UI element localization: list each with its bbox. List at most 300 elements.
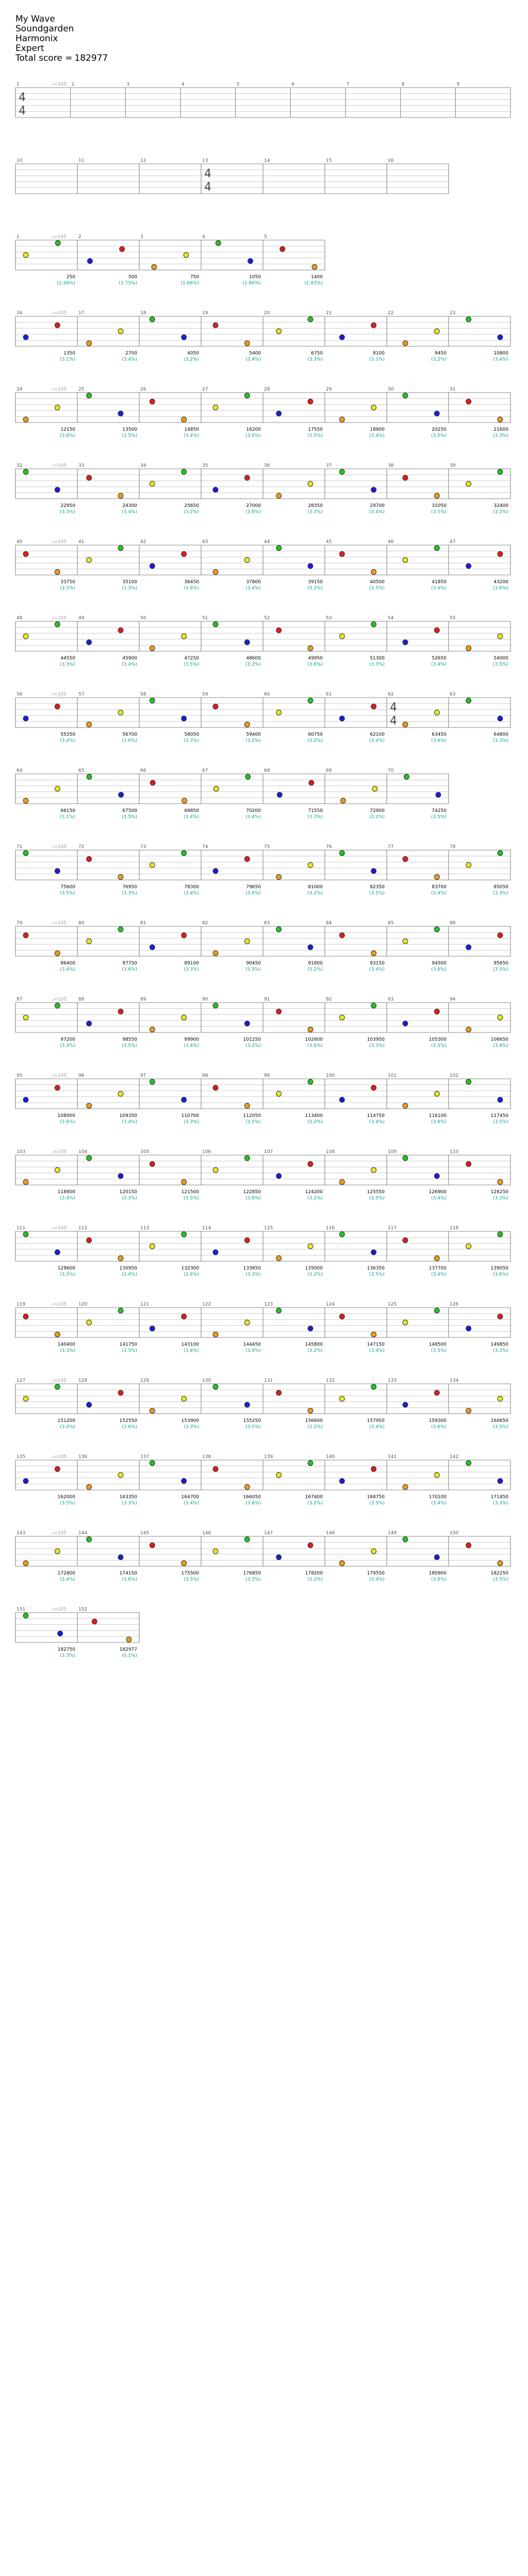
measure-score: 168750 bbox=[367, 1495, 385, 1500]
bpm-label: ♩=105 bbox=[52, 692, 67, 697]
note-gem bbox=[213, 1003, 218, 1008]
measure-score-percent: (3.5%) bbox=[122, 1348, 137, 1353]
measure-score: 47250 bbox=[184, 656, 199, 661]
measure-score: 75600 bbox=[60, 885, 75, 890]
bpm-label: ♩=105 bbox=[52, 921, 67, 926]
measure-score-percent: (3.2%) bbox=[307, 1120, 323, 1125]
measure-score-percent: (3.5%) bbox=[493, 1425, 508, 1430]
note-gem bbox=[498, 1479, 503, 1484]
measure-score-percent: (3.5%) bbox=[122, 1043, 137, 1048]
measure-number: 126 bbox=[450, 1302, 459, 1307]
measure-number: 77 bbox=[388, 844, 394, 850]
measure-number: 46 bbox=[388, 539, 394, 545]
measure-score: 147150 bbox=[367, 1342, 385, 1347]
note-gem bbox=[498, 851, 503, 856]
note-gem bbox=[371, 1384, 376, 1389]
measure-score-percent: (3.2%) bbox=[307, 1196, 323, 1201]
measure-number: 21 bbox=[326, 311, 332, 316]
measure-score-percent: (3.5%) bbox=[493, 1120, 508, 1125]
measure-score-percent: (3.5%) bbox=[184, 1577, 199, 1582]
note-gem bbox=[119, 792, 124, 798]
bpm-label: ♩=105 bbox=[52, 616, 67, 621]
time-signature-top: 4 bbox=[390, 701, 397, 714]
measure-score-percent: (3.4%) bbox=[122, 1272, 137, 1277]
note-gem bbox=[184, 252, 189, 258]
note-gem bbox=[118, 1091, 123, 1096]
note-gem bbox=[371, 1085, 376, 1090]
measure-score-percent: (3.3%) bbox=[493, 1348, 508, 1353]
measure-score-percent: (1.66%) bbox=[180, 281, 199, 286]
measure-score: 82350 bbox=[370, 885, 385, 890]
measure-score-percent: (3.3%) bbox=[369, 662, 385, 667]
measure-number: 121 bbox=[140, 1302, 150, 1307]
measure-score-percent: (3.1%) bbox=[60, 815, 75, 820]
measure-number: 34 bbox=[140, 463, 146, 468]
measure-number: 55 bbox=[450, 616, 456, 621]
measure-score: 48600 bbox=[246, 656, 261, 661]
measure-score-percent: (3.3%) bbox=[184, 738, 199, 743]
difficulty-name: Expert bbox=[15, 43, 44, 54]
measure-score-percent: (3.4%) bbox=[369, 433, 385, 438]
note-gem bbox=[371, 951, 376, 956]
measure-score-percent: (3.5%) bbox=[60, 1501, 75, 1506]
measure-number: 11 bbox=[78, 158, 85, 163]
measure-score: 68850 bbox=[184, 808, 199, 814]
measure-score: 132300 bbox=[181, 1266, 199, 1271]
measure-score-percent: (3.2%) bbox=[307, 586, 323, 591]
note-gem bbox=[312, 264, 317, 269]
measure-number: 143 bbox=[16, 1531, 26, 1536]
note-gem bbox=[87, 393, 92, 398]
measure-score: 124200 bbox=[305, 1190, 323, 1195]
measure-score: 153900 bbox=[181, 1418, 199, 1423]
measure-score: 83700 bbox=[432, 885, 447, 890]
note-gem bbox=[466, 564, 471, 569]
measure-number: 37 bbox=[326, 463, 332, 468]
measure-number: 8 bbox=[401, 82, 405, 87]
measure-score: 62100 bbox=[370, 732, 385, 737]
note-gem bbox=[213, 1466, 218, 1471]
measure-number: 105 bbox=[140, 1149, 150, 1155]
measure-score-percent: (3.6%) bbox=[245, 1196, 261, 1201]
measure-number: 128 bbox=[78, 1378, 88, 1383]
note-gem bbox=[182, 716, 187, 721]
measure-score-percent: (3.6%) bbox=[431, 967, 447, 972]
measure-number: 149 bbox=[388, 1531, 397, 1536]
note-gem bbox=[182, 851, 187, 856]
measure-score-percent: (3.6%) bbox=[245, 891, 261, 896]
note-gem bbox=[466, 698, 471, 703]
note-gem bbox=[23, 469, 28, 474]
measure-score-percent: (3.6%) bbox=[307, 1043, 323, 1048]
note-gem bbox=[87, 259, 92, 264]
measure-number: 3 bbox=[140, 234, 143, 240]
measure-number: 57 bbox=[78, 692, 85, 697]
measure-number: 58 bbox=[140, 692, 146, 697]
measure-score: 41850 bbox=[432, 580, 447, 585]
measure-score-percent: (3.3%) bbox=[493, 738, 508, 743]
measure-number: 82 bbox=[202, 921, 208, 926]
measure-score-percent: (3.4%) bbox=[431, 891, 447, 896]
measure-number: 111 bbox=[16, 1226, 26, 1231]
measure-number: 54 bbox=[388, 616, 394, 621]
note-gem bbox=[371, 569, 376, 574]
measure-number: 85 bbox=[388, 921, 394, 926]
measure-score: 126900 bbox=[428, 1190, 447, 1195]
note-gem bbox=[55, 1332, 60, 1337]
bpm-label: ♩=105 bbox=[52, 1378, 67, 1383]
note-gem bbox=[150, 399, 155, 404]
note-gem bbox=[244, 557, 250, 563]
measure-score: 85050 bbox=[493, 885, 508, 890]
measure-score: 172800 bbox=[57, 1571, 75, 1576]
measure-number: 139 bbox=[264, 1454, 273, 1460]
measure-score: 81000 bbox=[308, 885, 323, 890]
note-gem bbox=[339, 933, 344, 938]
measure-number: 133 bbox=[388, 1378, 397, 1383]
measure-score-percent: (3.4%) bbox=[369, 967, 385, 972]
measure-number: 109 bbox=[388, 1149, 397, 1155]
measure-score: 63450 bbox=[432, 732, 447, 737]
note-gem bbox=[248, 259, 253, 264]
note-gem bbox=[182, 1232, 187, 1237]
measure-number: 9 bbox=[456, 82, 460, 87]
measure-score-percent: (3.3%) bbox=[184, 1425, 199, 1430]
measure-score: 28350 bbox=[308, 503, 323, 509]
bpm-label: ♩=105 bbox=[52, 1073, 67, 1078]
note-gem bbox=[87, 774, 92, 779]
note-gem bbox=[23, 1561, 28, 1566]
note-gem bbox=[213, 569, 218, 574]
note-gem bbox=[118, 874, 123, 879]
measure-score: 121500 bbox=[181, 1190, 199, 1195]
note-gem bbox=[403, 1238, 408, 1243]
measure-number: 31 bbox=[450, 387, 456, 392]
measure-score-percent: (3.3%) bbox=[245, 1272, 261, 1277]
measure-number: 119 bbox=[16, 1302, 26, 1307]
note-gem bbox=[403, 1484, 408, 1489]
note-gem bbox=[87, 557, 92, 563]
note-gem bbox=[55, 1549, 60, 1554]
note-gem bbox=[308, 1244, 313, 1249]
measure-number: 95 bbox=[16, 1073, 23, 1078]
note-gem bbox=[371, 405, 376, 410]
note-gem bbox=[403, 475, 408, 480]
time-signature-bottom: 4 bbox=[19, 105, 26, 117]
note-gem bbox=[276, 493, 282, 498]
note-gem bbox=[87, 1484, 92, 1489]
note-gem bbox=[118, 1256, 123, 1261]
measure-score-percent: (3.5%) bbox=[369, 891, 385, 896]
bpm-label: ♩=105 bbox=[52, 387, 67, 392]
measure-score: 120150 bbox=[119, 1190, 137, 1195]
measure-number: 84 bbox=[326, 921, 332, 926]
measure-number: 74 bbox=[202, 844, 208, 850]
note-gem bbox=[23, 1179, 28, 1184]
bpm-label: ♩=105 bbox=[52, 82, 67, 87]
note-gem bbox=[339, 1561, 344, 1566]
measure-score-percent: (3.1%) bbox=[369, 357, 385, 362]
measure-score-percent: (3.3%) bbox=[493, 1501, 508, 1506]
measure-score-percent: (3.5%) bbox=[60, 1272, 75, 1277]
measure-score-percent: (3.4%) bbox=[369, 510, 385, 515]
note-gem bbox=[308, 1326, 313, 1331]
measure-score: 112050 bbox=[243, 1113, 261, 1118]
measure-number: 100 bbox=[326, 1073, 335, 1078]
staff bbox=[15, 774, 449, 804]
note-gem bbox=[23, 1015, 28, 1020]
measure-number: 45 bbox=[326, 539, 332, 545]
measure-score-percent: (3.6%) bbox=[245, 1501, 261, 1506]
measure-score-percent: (3.3%) bbox=[307, 510, 323, 515]
measure-score: 8100 bbox=[373, 351, 385, 356]
measure-score-percent: (3.5%) bbox=[307, 433, 323, 438]
note-gem bbox=[339, 851, 344, 856]
measure-score: 22950 bbox=[60, 503, 75, 509]
note-gem bbox=[466, 1543, 471, 1548]
measure-score: 164700 bbox=[181, 1495, 199, 1500]
measure-score-percent: (3.4%) bbox=[184, 815, 199, 820]
note-gem bbox=[403, 1021, 408, 1026]
note-gem bbox=[244, 939, 250, 944]
note-gem bbox=[216, 241, 221, 246]
note-gem bbox=[498, 417, 503, 422]
note-gem bbox=[244, 1320, 250, 1325]
measure-score: 4050 bbox=[187, 351, 199, 356]
note-gem bbox=[276, 329, 282, 334]
measure-score: 174150 bbox=[119, 1571, 137, 1576]
measure-score-percent: (1.86%) bbox=[242, 281, 261, 286]
measure-score-percent: (3.3%) bbox=[60, 662, 75, 667]
bpm-label: ♩=105 bbox=[52, 463, 67, 468]
measure-number: 103 bbox=[16, 1149, 26, 1155]
measure-score: 166050 bbox=[243, 1495, 261, 1500]
note-gem bbox=[118, 927, 123, 932]
note-gem bbox=[339, 551, 344, 556]
measure-score-percent: (3.6%) bbox=[184, 1272, 199, 1277]
note-gem bbox=[58, 1631, 63, 1636]
measure-score: 79650 bbox=[246, 885, 261, 890]
note-gem bbox=[118, 546, 123, 551]
measure-score: 171450 bbox=[490, 1495, 508, 1500]
note-gem bbox=[118, 411, 123, 416]
measure-score-percent: (3.5%) bbox=[493, 967, 508, 972]
note-gem bbox=[244, 1021, 250, 1026]
measure-score: 108000 bbox=[57, 1113, 75, 1118]
note-gem bbox=[244, 1156, 250, 1161]
note-gem bbox=[87, 1238, 92, 1243]
note-gem bbox=[466, 1079, 471, 1084]
song-artist: Soundgarden bbox=[15, 24, 74, 34]
measure-number: 151 bbox=[16, 1607, 26, 1612]
measure-number: 88 bbox=[78, 997, 85, 1002]
measure-score-percent: (3.3%) bbox=[493, 1196, 508, 1201]
measure-score-percent: (3.2%) bbox=[307, 1577, 323, 1582]
measure-score-percent: (3.3%) bbox=[60, 1043, 75, 1048]
note-gem bbox=[244, 341, 250, 346]
measure-number: 26 bbox=[140, 387, 146, 392]
note-gem bbox=[498, 1314, 503, 1319]
note-gem bbox=[213, 1085, 218, 1090]
note-gem bbox=[55, 869, 60, 874]
note-gem bbox=[339, 1314, 344, 1319]
measure-number: 137 bbox=[140, 1454, 150, 1460]
measure-number: 79 bbox=[16, 921, 23, 926]
note-gem bbox=[309, 780, 314, 785]
time-signature-bottom: 4 bbox=[390, 715, 397, 727]
measure-score: 1050 bbox=[249, 275, 261, 280]
measure-number: 50 bbox=[140, 616, 146, 621]
measure-number: 59 bbox=[202, 692, 208, 697]
note-gem bbox=[498, 634, 503, 639]
measure-score-percent: (3.4%) bbox=[122, 510, 137, 515]
measure-number: 120 bbox=[78, 1302, 88, 1307]
note-gem bbox=[308, 564, 313, 569]
measure-number: 125 bbox=[388, 1302, 397, 1307]
note-gem bbox=[118, 710, 123, 715]
measure-number: 147 bbox=[264, 1531, 273, 1536]
measure-score: 91800 bbox=[308, 961, 323, 966]
note-gem bbox=[308, 399, 313, 404]
measure-score: 36450 bbox=[184, 580, 199, 585]
measure-score: 182250 bbox=[490, 1571, 508, 1576]
note-gem bbox=[498, 716, 503, 721]
measure-score-percent: (3.6%) bbox=[60, 1120, 75, 1125]
measure-number: 64 bbox=[16, 768, 23, 773]
measure-score: 152550 bbox=[119, 1418, 137, 1423]
note-gem bbox=[371, 1332, 376, 1337]
measure-number: 39 bbox=[450, 463, 456, 468]
note-gem bbox=[339, 417, 344, 422]
measure-number: 108 bbox=[326, 1149, 335, 1155]
note-gem bbox=[55, 487, 60, 493]
measure-score-percent: (3.4%) bbox=[60, 1425, 75, 1430]
measure-score: 163350 bbox=[119, 1495, 137, 1500]
measure-score: 44550 bbox=[60, 656, 75, 661]
measure-number: 5 bbox=[264, 234, 267, 240]
measure-score-percent: (3.5%) bbox=[184, 662, 199, 667]
measure-score-percent: (3.3%) bbox=[493, 891, 508, 896]
time-signature-top: 4 bbox=[204, 167, 211, 180]
measure-number: 75 bbox=[264, 844, 270, 850]
bpm-label: ♩=105 bbox=[52, 1531, 67, 1536]
note-gem bbox=[213, 704, 218, 709]
note-gem bbox=[498, 1396, 503, 1401]
measure-number: 122 bbox=[202, 1302, 211, 1307]
measure-score: 33750 bbox=[60, 580, 75, 585]
note-gem bbox=[182, 634, 187, 639]
measure-score: 129600 bbox=[57, 1266, 75, 1271]
note-gem bbox=[55, 1250, 60, 1255]
note-gem bbox=[466, 1027, 471, 1032]
note-gem bbox=[23, 851, 28, 856]
measure-score: 167400 bbox=[305, 1495, 323, 1500]
note-gem bbox=[339, 1396, 344, 1401]
measure-score: 64800 bbox=[493, 732, 508, 737]
measure-score: 110700 bbox=[181, 1113, 199, 1118]
note-gem bbox=[404, 774, 409, 779]
measure-score-percent: (3.4%) bbox=[60, 967, 75, 972]
measure-number: 67 bbox=[202, 768, 208, 773]
measure-number: 117 bbox=[388, 1226, 397, 1231]
note-gem bbox=[182, 335, 187, 340]
measure-score-percent: (3.3%) bbox=[307, 357, 323, 362]
measure-score: 24300 bbox=[122, 503, 137, 509]
measure-score: 74250 bbox=[432, 808, 447, 814]
note-gem bbox=[340, 798, 345, 803]
note-gem bbox=[498, 1561, 503, 1566]
measure-score-percent: (3.1%) bbox=[60, 357, 75, 362]
measure-number: 69 bbox=[326, 768, 332, 773]
measure-number: 60 bbox=[264, 692, 270, 697]
note-gem bbox=[434, 1308, 439, 1313]
measure-score-percent: (3.4%) bbox=[122, 662, 137, 667]
note-gem bbox=[213, 951, 218, 956]
bpm-label: ♩=105 bbox=[52, 844, 67, 850]
note-gem bbox=[308, 1543, 313, 1548]
measure-score-percent: (3.4%) bbox=[369, 738, 385, 743]
note-gem bbox=[280, 246, 285, 251]
measure-score: 148500 bbox=[428, 1342, 447, 1347]
note-gem bbox=[87, 341, 92, 346]
measure-score-percent: (3.4%) bbox=[60, 738, 75, 743]
measure-score-percent: (1.49%) bbox=[57, 281, 75, 286]
measure-number: 86 bbox=[450, 921, 456, 926]
measure-number: 2 bbox=[78, 234, 81, 240]
measure-score-percent: (3.5%) bbox=[431, 1043, 447, 1048]
measure-score-percent: (3.6%) bbox=[245, 433, 261, 438]
measure-number: 106 bbox=[202, 1149, 211, 1155]
measure-number: 136 bbox=[78, 1454, 88, 1460]
measure-score: 106650 bbox=[490, 1037, 508, 1042]
note-gem bbox=[276, 1390, 282, 1395]
measure-score-percent: (3.3%) bbox=[60, 1348, 75, 1353]
note-gem bbox=[244, 475, 250, 480]
measure-score-percent: (3.3%) bbox=[122, 586, 137, 591]
note-gem bbox=[371, 1466, 376, 1471]
note-gem bbox=[150, 1027, 155, 1032]
note-gem bbox=[339, 1097, 344, 1103]
measure-number: 110 bbox=[450, 1149, 459, 1155]
note-gem bbox=[55, 622, 60, 627]
measure-score-percent: (3.6%) bbox=[493, 1272, 508, 1277]
staff bbox=[15, 164, 449, 194]
measure-number: 66 bbox=[140, 768, 146, 773]
note-gem bbox=[150, 1543, 155, 1548]
measure-score-percent: (3.2%) bbox=[307, 1348, 323, 1353]
note-gem bbox=[498, 469, 503, 474]
measure-number: 70 bbox=[388, 768, 394, 773]
note-gem bbox=[466, 1244, 471, 1249]
measure-score: 500 bbox=[128, 275, 137, 280]
note-gem bbox=[87, 856, 92, 861]
measure-number: 48 bbox=[16, 616, 23, 621]
measure-score: 21600 bbox=[493, 427, 508, 432]
note-gem bbox=[308, 1079, 313, 1084]
measure-score: 29700 bbox=[370, 503, 385, 509]
note-gem bbox=[498, 335, 503, 340]
note-gem bbox=[118, 628, 123, 633]
time-signature-top: 4 bbox=[19, 91, 26, 104]
measure-score: 59400 bbox=[246, 732, 261, 737]
measure-score: 17550 bbox=[308, 427, 323, 432]
measure-number: 33 bbox=[78, 463, 85, 468]
measure-score-percent: (3.3%) bbox=[184, 1120, 199, 1125]
note-gem bbox=[213, 1549, 218, 1554]
note-gem bbox=[434, 1555, 439, 1560]
measure-score-percent: (3.5%) bbox=[369, 586, 385, 591]
measure-score: 182750 bbox=[57, 1647, 75, 1652]
